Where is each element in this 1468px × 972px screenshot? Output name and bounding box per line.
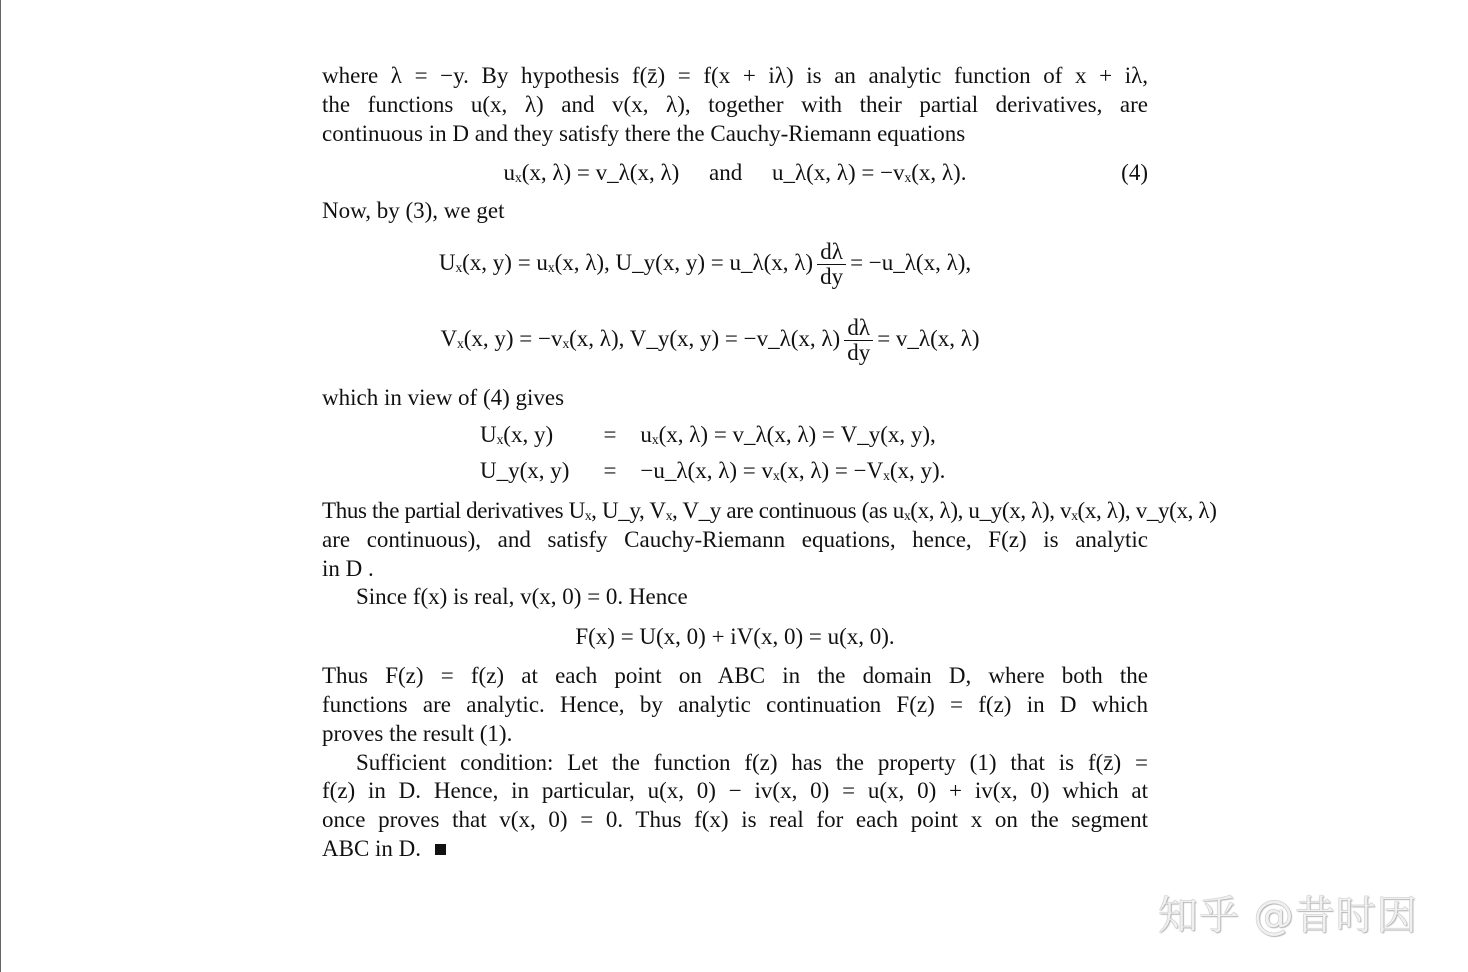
para1-line-1: where λ = −y. By hypothesis f(z̄) = f(x + iλ) is an analytic function of x + iλ, [322,63,1148,88]
equation-U [322,230,1148,306]
para2-line-3: in D . [322,555,374,581]
aligned-row-1-right: uₓ(x, λ) = v_λ(x, λ) = V_y(x, y), [640,421,936,447]
qed-square-icon [435,844,446,855]
equation-4 [322,148,1148,197]
equation-4-left: uₓ(x, λ) = v_λ(x, λ) [503,160,680,186]
paragraph-2 [322,497,1217,612]
equation-F-body: F(x) = U(x, 0) + iV(x, 0) = u(x, 0). [575,624,895,650]
aligned-row-1 [480,417,945,453]
zhihu-watermark: 知乎 @昔时因 [1158,893,1418,939]
para3-line-3: proves the result (1). [322,720,513,746]
para3-line-1: Thus F(z) = f(z) at each point on ABC in the domain D, where both the [322,663,1148,689]
para4-line-3: once proves that v(x, 0) = 0. Thus f(x) is real for each point x on the segment [322,807,1148,833]
para1-line-2: the functions u(x, λ) and v(x, λ), together with their partial derivatives, are [322,91,1148,117]
equation-4-right: u_λ(x, λ) = −vₓ(x, λ). [771,160,967,186]
aligned-row-1-equals: = [603,421,617,447]
aligned-row-2-equals: = [603,457,617,483]
para4-line-4 [322,835,1148,864]
paragraph-1 [322,62,1148,148]
paper-page [322,62,1217,864]
equation-V-frac-num: dλ [844,316,873,341]
equation-U-frac-den: dy [820,264,844,290]
equation-4-connector: and [709,160,743,186]
since-line: Since f(x) is real, v(x, 0) = 0. Hence [356,584,688,610]
paragraph-3 [322,662,1148,748]
equation-4-body [322,148,1148,197]
equation-V-fraction [844,316,873,365]
equation-U-part1: Uₓ(x, y) = uₓ(x, λ), U_y(x, y) = u_λ(x, λ) [438,249,814,275]
equation-U-fraction [817,240,846,289]
aligned-row-2 [480,453,945,489]
para1-line-3: continuous in D and they satisfy there the Cauchy-Riemann equations [322,120,966,146]
now-line: Now, by (3), we get [322,198,505,224]
equation-F [322,612,1148,662]
equation-U-frac-num: dλ [817,240,846,265]
page-left-border [0,0,1,972]
paragraph-4 [322,749,1148,864]
aligned-row-1-left: Uₓ(x, y) [480,421,554,447]
equation-V-frac-den: dy [847,340,871,366]
equation-V [322,306,1148,382]
equation-4-number: (4) [1121,160,1148,186]
aligned-row-2-left: U_y(x, y) [480,457,570,483]
equation-U-part2: = −u_λ(x, λ), [850,249,972,275]
equation-V-part1: Vₓ(x, y) = −vₓ(x, λ), V_y(x, y) = −v_λ(x, λ) [440,325,841,351]
equation-U-body [262,240,1148,289]
which-line: which in view of (4) gives [322,385,565,411]
para4-line-1: Sufficient condition: Let the function f(z) has the property (1) that is f(z̄) = [356,749,1148,775]
para3-line-2: functions are analytic. Hence, by analytic continuation F(z) = f(z) in D which [322,691,1148,717]
equation-V-body [272,316,1148,365]
equation-V-part2: = v_λ(x, λ) [877,325,980,351]
aligned-equations [322,417,1148,497]
aligned-equations-table [480,417,945,489]
para4-line-4-text: ABC in D. [322,835,422,861]
para2-line-1: Thus the partial derivatives Uₓ, U_y, Vₓ, V_y are continuous (as uₓ(x, λ), u_y(x, λ), vₓ(x, λ), v_y(x, λ) [322,497,1217,523]
para2-line-2: are continuous), and satisfy Cauchy-Riemann equations, hence, F(z) is analytic [322,526,1148,552]
para4-line-2: f(z) in D. Hence, in particular, u(x, 0) − iv(x, 0) = u(x, 0) + iv(x, 0) which at [322,778,1148,804]
aligned-row-2-right: −u_λ(x, λ) = vₓ(x, λ) = −Vₓ(x, y). [640,457,946,483]
